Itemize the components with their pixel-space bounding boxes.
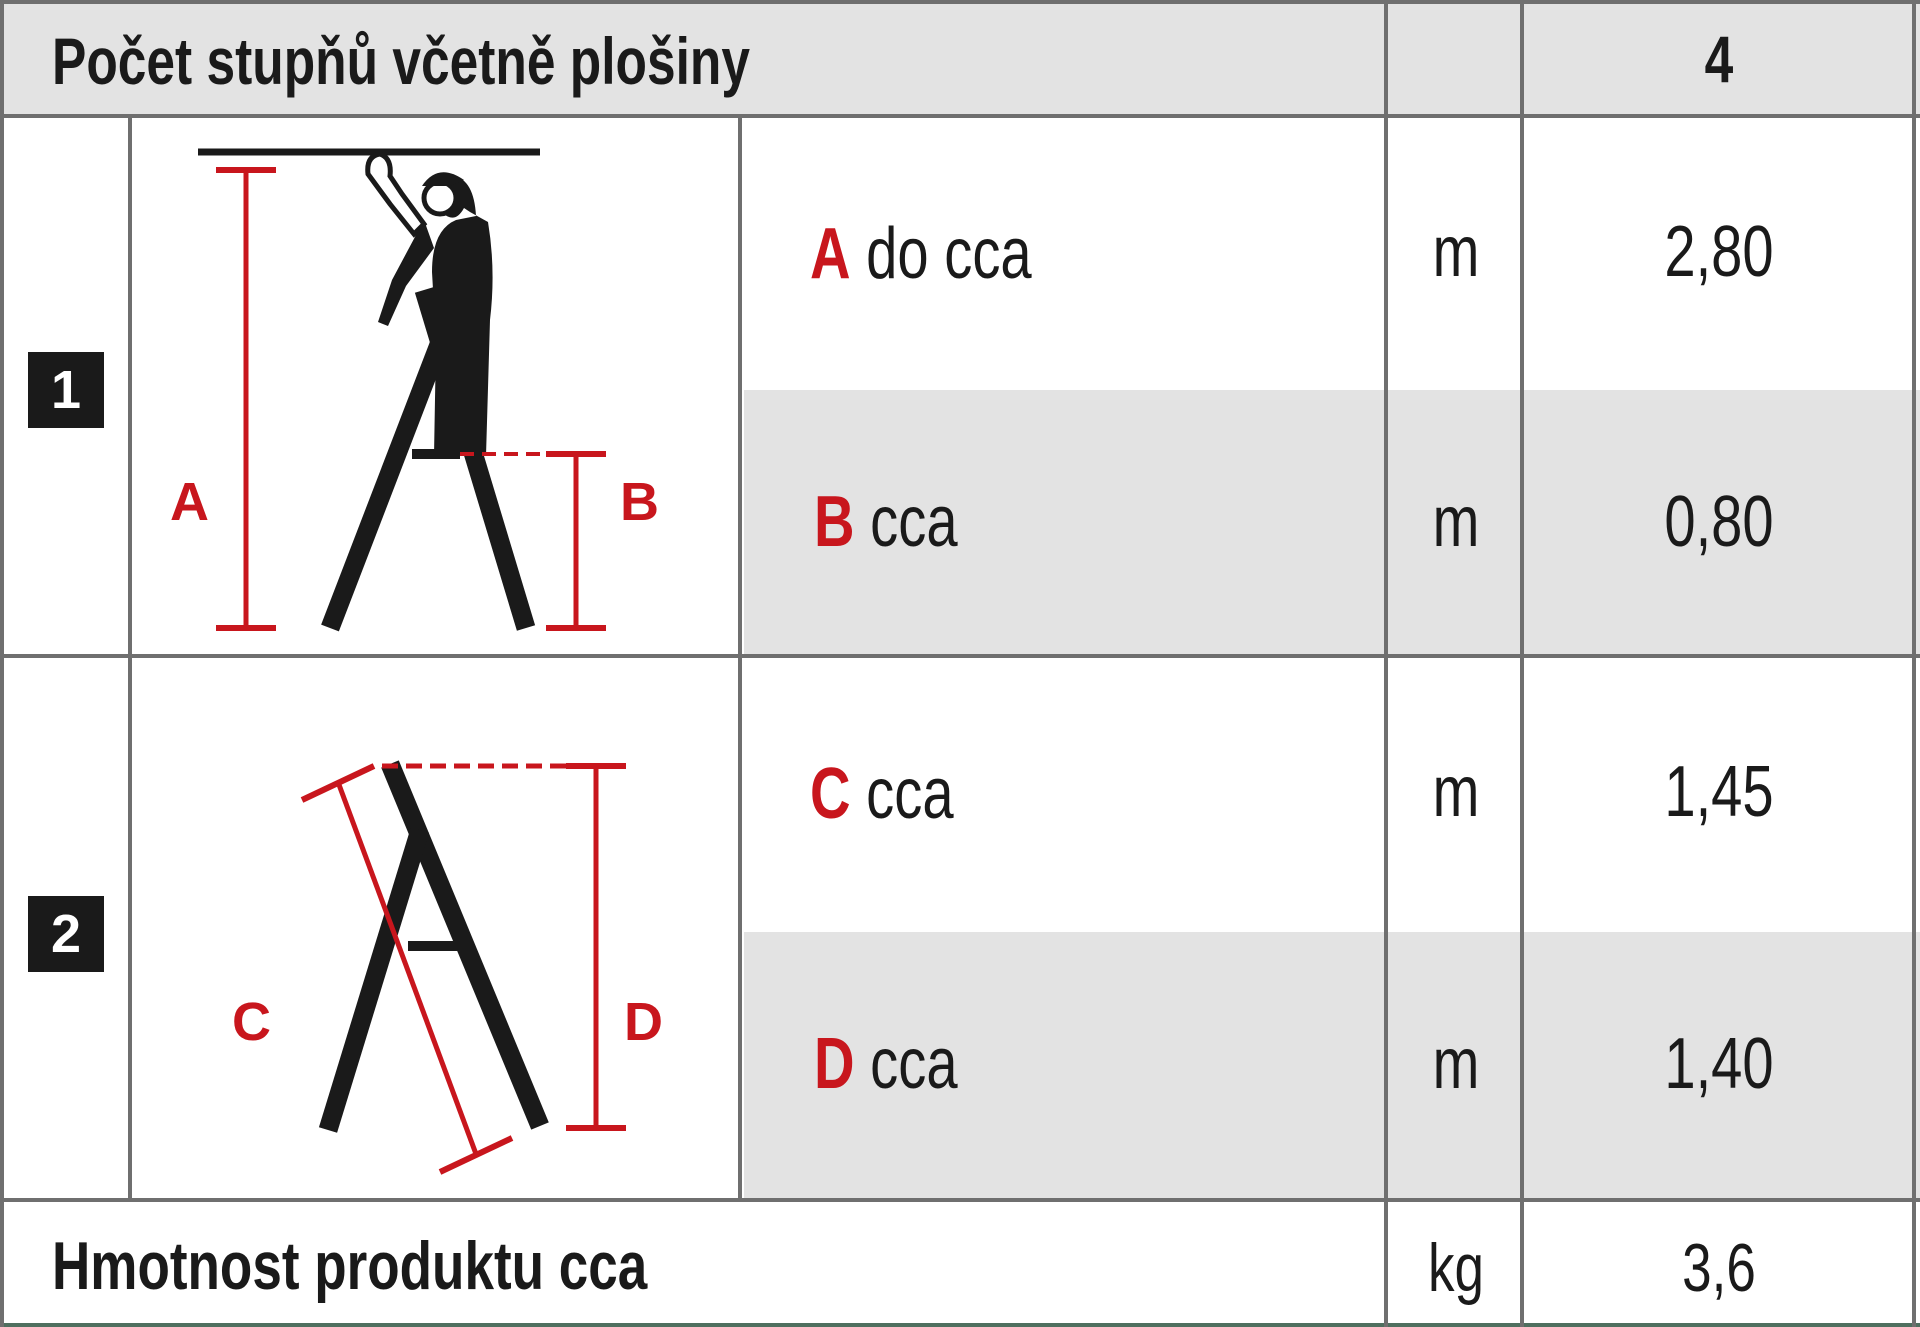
header-label-cell — [0, 0, 1388, 118]
section-number-badge: 2 — [28, 896, 104, 972]
row-unit-cell — [1388, 390, 1524, 656]
row-label — [810, 214, 1032, 294]
row-letter: A — [810, 214, 851, 294]
row-label — [814, 1024, 958, 1104]
row-label — [814, 482, 958, 562]
row-unit: m — [1432, 212, 1480, 292]
row-text: do cca — [866, 214, 1032, 294]
row-unit-cell — [1388, 118, 1524, 390]
row-label-cell — [740, 660, 1388, 932]
table-row — [0, 932, 1920, 1198]
footer-value-cell — [1524, 1202, 1920, 1327]
row-letter: C — [810, 754, 851, 834]
row-value-cell — [1524, 390, 1920, 656]
label-a: A — [170, 472, 209, 532]
weight-value: 3,6 — [1682, 1230, 1756, 1306]
row-text: cca — [866, 754, 954, 834]
steps-count-label: Počet stupňů včetně plošiny — [52, 24, 750, 98]
table-divider — [0, 654, 1920, 658]
row-value: 1,40 — [1664, 1024, 1774, 1104]
row-unit-cell — [1388, 660, 1524, 932]
row-value-cell — [1524, 932, 1920, 1198]
section-number-badge: 1 — [28, 352, 104, 428]
table-border-bottom — [0, 1323, 1920, 1327]
table-border-right — [1912, 0, 1916, 1327]
row-value: 0,80 — [1664, 482, 1774, 562]
table-border-left — [0, 0, 4, 1327]
row-text: cca — [870, 482, 958, 562]
header-unit-cell — [1388, 0, 1524, 118]
row-label — [810, 754, 954, 834]
table-divider — [0, 114, 1920, 118]
table-divider — [1384, 0, 1388, 1327]
row-label-cell — [740, 118, 1388, 390]
row-unit: m — [1432, 1024, 1480, 1104]
table-divider — [738, 116, 742, 1200]
header-row — [0, 0, 1920, 118]
table-border-top — [0, 0, 1920, 4]
row-letter: D — [814, 1024, 855, 1104]
table-divider — [0, 1198, 1920, 1202]
row-letter: B — [814, 482, 855, 562]
label-c: C — [232, 992, 271, 1052]
row-value-cell — [1524, 660, 1920, 932]
row-label-cell — [744, 390, 1388, 656]
row-text: cca — [870, 1024, 958, 1104]
steps-count-value: 4 — [1704, 22, 1734, 96]
row-value: 1,45 — [1664, 752, 1774, 832]
table-row — [0, 118, 1920, 390]
row-unit: m — [1432, 482, 1480, 562]
row-label-cell — [744, 932, 1388, 1198]
footer-unit-cell — [1388, 1202, 1524, 1327]
row-value: 2,80 — [1664, 212, 1774, 292]
label-b: B — [620, 472, 659, 532]
row-unit-cell — [1388, 932, 1524, 1198]
label-d: D — [624, 992, 663, 1052]
table-row — [0, 390, 1920, 656]
footer-label-cell — [0, 1202, 1388, 1327]
weight-label: Hmotnost produktu cca — [52, 1228, 648, 1304]
footer-row — [0, 1202, 1920, 1327]
header-value-cell — [1524, 0, 1920, 118]
row-value-cell — [1524, 118, 1920, 390]
row-unit: m — [1432, 752, 1480, 832]
weight-unit: kg — [1427, 1230, 1485, 1306]
table-divider — [1520, 0, 1524, 1327]
table-divider — [128, 116, 132, 1200]
table-row — [0, 660, 1920, 932]
